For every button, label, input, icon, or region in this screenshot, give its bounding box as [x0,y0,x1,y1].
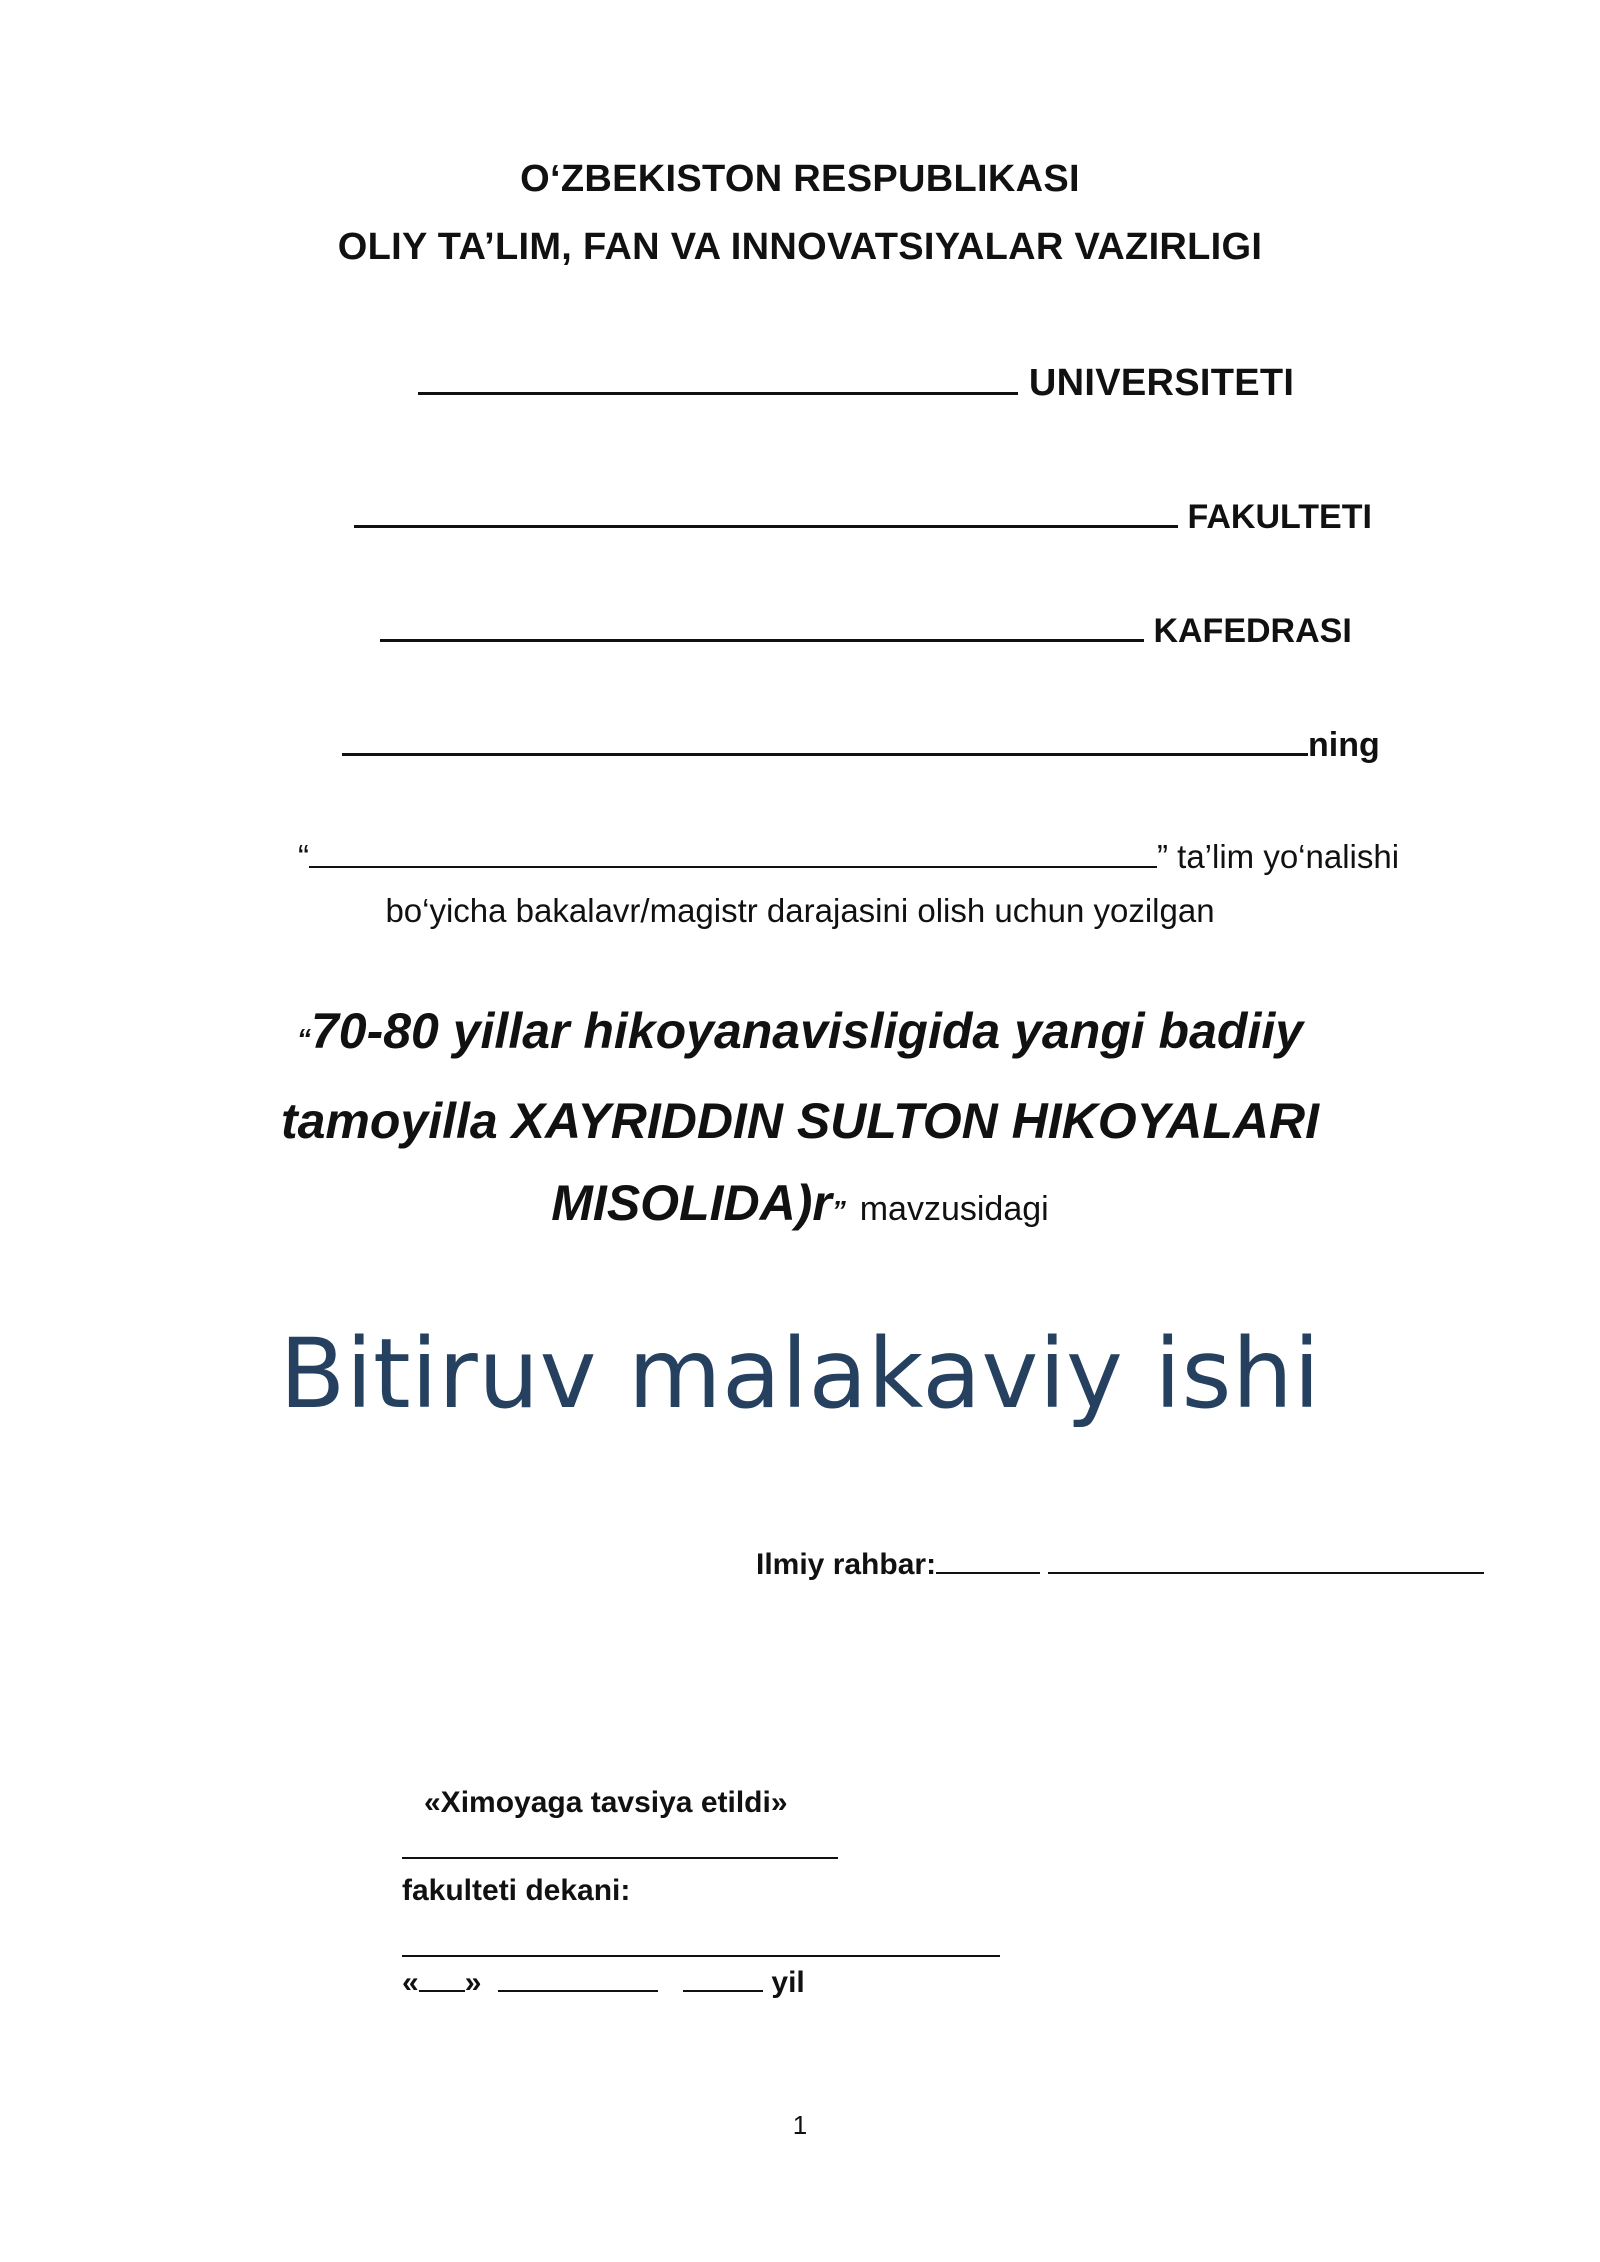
page-number: 1 [792,2110,808,2140]
theme-line-3-text: MISOLIDA)r [551,1175,832,1231]
university-name-blank [418,392,1018,395]
degree-line: bo‘yicha bakalavr/magistr darajasini olish uchun yozilgan [385,892,1215,929]
recommendation-label: «Ximoyaga tavsiya etildi» [424,1786,788,1819]
ministry-title: OLIY TA’LIM, FAN VA INNOVATSIYALAR VAZIRLIGI [337,226,1263,268]
direction-name-blank [309,866,1157,868]
recommendation-blank [402,1857,838,1859]
direction-suffix: ” ta’lim yo‘nalishi [1157,838,1400,875]
supervisor-row [756,1548,1484,1582]
department-label: KAFEDRASI [1153,612,1352,650]
theme-line-3 [0,1162,1600,1252]
dean-name-blank [402,1955,1000,1957]
supervisor-name-blank [1048,1572,1484,1574]
student-suffix: ning [1308,726,1380,764]
month-blank [498,1990,658,1992]
year-label: yil [771,1966,805,1999]
direction-row [298,838,1399,876]
faculty-row [354,498,1372,537]
document-type-title: Bitiruv malakaviy ishi [279,1318,1321,1430]
university-label: UNIVERSITETI [1028,362,1295,404]
department-name-blank [380,639,1144,642]
direction-open-quote: “ [298,838,309,875]
recommendation-blank-row [402,1846,838,1864]
theme-line-1-text: 70-80 yillar hikoyanavisligida yangi badiiy [310,1003,1304,1059]
date-open-quote: « [402,1966,419,1999]
theme-line-2: tamoyilla XAYRIDDIN SULTON HIKOYALARI [280,1093,1320,1149]
student-name-blank [342,753,1308,756]
theme-suffix: mavzusidagi [859,1190,1049,1228]
supervisor-label: Ilmiy rahbar: [756,1548,937,1581]
republic-title: O‘ZBEKISTON RESPUBLIKASI [520,158,1080,200]
faculty-label: FAKULTETI [1187,498,1372,536]
theme-line-1 [0,990,1600,1080]
university-row [418,362,1294,405]
supervisor-title-blank [936,1572,1040,1574]
date-row [402,1966,805,2000]
date-close-quote: » [464,1966,482,1999]
day-blank [419,1990,465,1992]
dean-label: fakulteti dekani: [402,1874,631,1907]
year-blank [683,1990,763,1992]
thesis-theme [0,990,1600,1252]
theme-open-quote: “ [296,1023,311,1054]
theme-close-quote: ” [831,1195,846,1226]
faculty-name-blank [354,525,1178,528]
dean-blank-row [402,1944,1000,1962]
student-row [342,726,1380,765]
department-row [380,612,1352,651]
